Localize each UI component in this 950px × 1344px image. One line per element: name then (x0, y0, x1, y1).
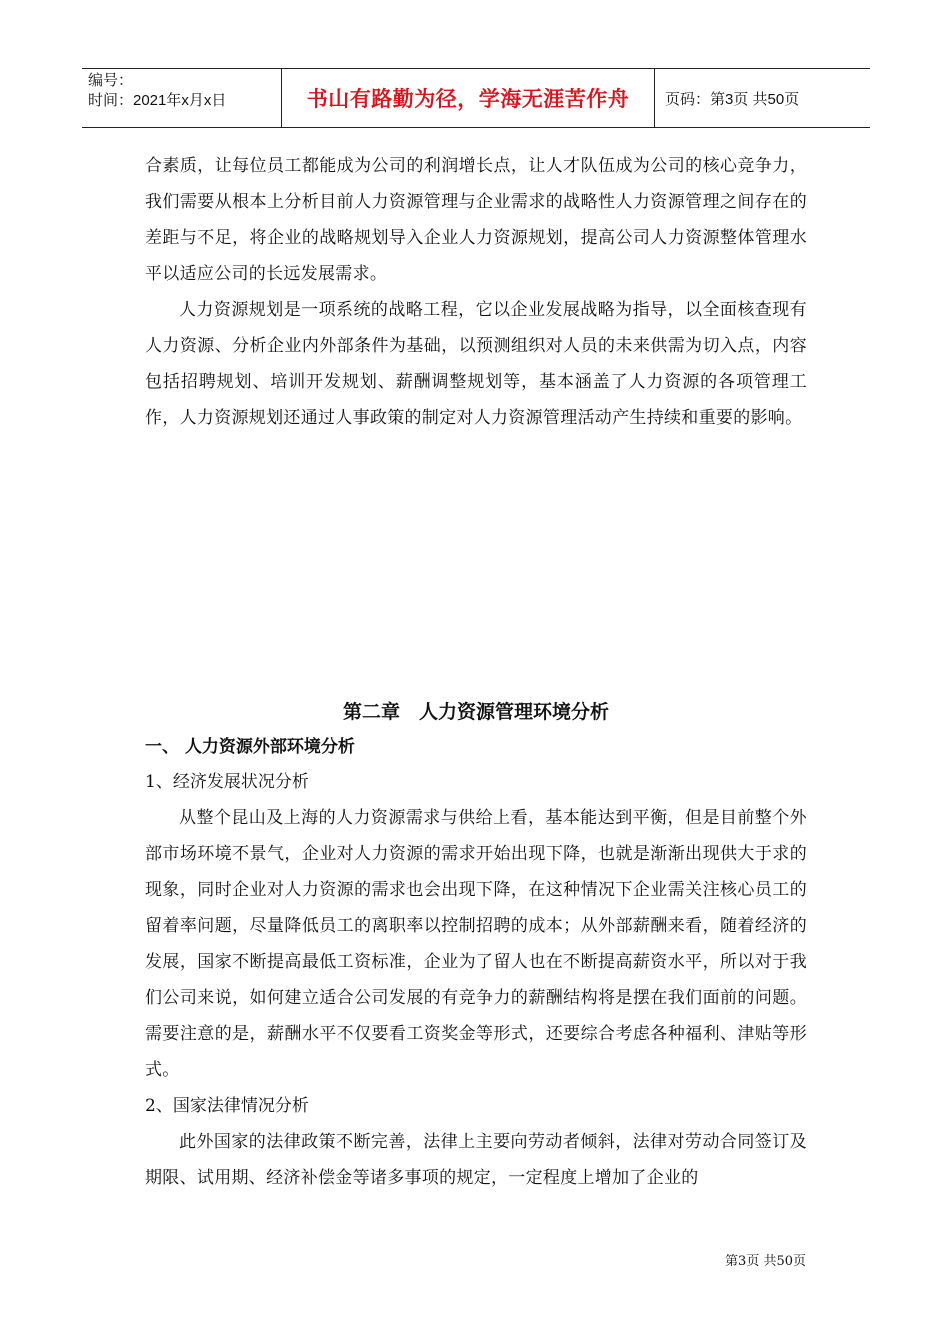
paragraph-continued: 合素质，让每位员工都能成为公司的利润增长点，让人才队伍成为公司的核心竞争力，我们需要从根本上分析目前人力资源管理与企业需求的战略性人力资源管理之间存在的差距与不足，将企业的战略规划导入企业人力资源规划，提高公司人力资源整体管理水平以适应公司的长远发展需求。 (145, 156, 807, 284)
paragraph-hr-planning: 人力资源规划是一项系统的战略工程，它以企业发展战略为指导，以全面核查现有人力资源、分析企业内外部条件为基础，以预测组织对人员的未来供需为切入点，内容包括招聘规划、培训开发规划、薪酬调整规划等，基本涵盖了人力资源的各项管理工作，人力资源规划还通过人事政策的制定对人力资源管理活动产生持续和重要的影响。 (145, 300, 807, 428)
page-footer: 第3页 共50页 (725, 1254, 806, 1269)
document-number-label: 编号： (88, 72, 134, 89)
header-page-code: 页码：第3页 共50页 (665, 90, 800, 108)
header-motto: 书山有路勤为径，学海无涯苦作舟 (282, 69, 655, 127)
chapter-title: 第二章 人力资源管理环境分析 (342, 701, 609, 723)
body-top (145, 148, 807, 436)
section-heading: 一、 人力资源外部环境分析 (145, 737, 355, 757)
subsection-heading-law: 2、国家法律情况分析 (145, 1096, 309, 1116)
paragraph-law: 此外国家的法律政策不断完善，法律上主要向劳动者倾斜，法律对劳动合同签订及期限、试用期、经济补偿金等诸多事项的规定，一定程度上增加了企业的 (145, 1132, 807, 1188)
subsection-heading-economy: 1、经济发展状况分析 (145, 772, 309, 792)
paragraph-economy: 从整个昆山及上海的人力资源需求与供给上看，基本能达到平衡，但是目前整个外部市场环境不景气，企业对人力资源的需求开始出现下降，也就是渐渐出现供大于求的现象，同时企业对人力资源的需求也会出现下降，在这种情况下企业需关注核心员工的留着率问题，尽量降低员工的离职率以控制招聘的成本；从外部薪酬来看，随着经济的发展，国家不断提高最低工资标准，企业为了留人也在不断提高薪资水平，所以对于我们公司来说，如何建立适合公司发展的有竞争力的薪酬结构将是摆在我们面前的问题。需要注意的是，薪酬水平不仅要看工资奖金等形式，还要综合考虑各种福利、津贴等形式。 (145, 808, 807, 1080)
body-chapter (145, 730, 807, 1196)
header-meta (82, 69, 282, 127)
document-time-label: 时间：2021年x月x日 (88, 92, 227, 109)
page-header (82, 68, 870, 128)
